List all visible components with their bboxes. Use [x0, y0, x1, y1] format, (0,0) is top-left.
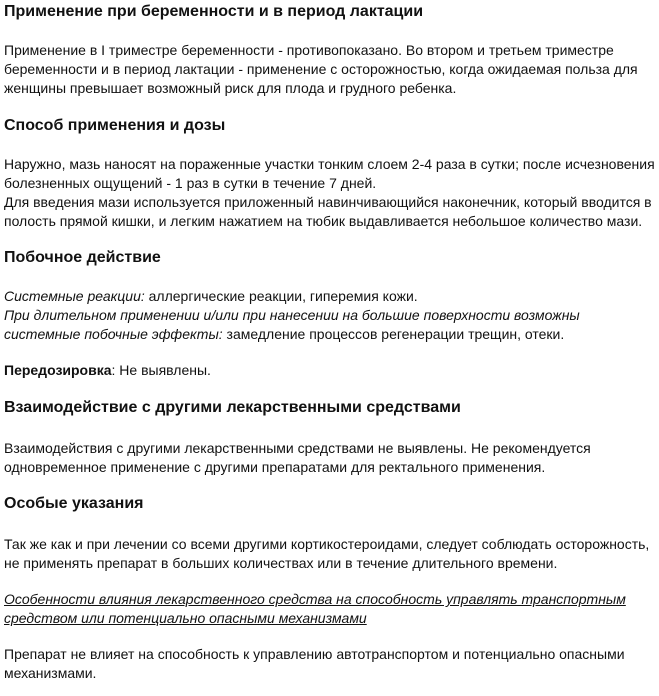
- driving-text: Препарат не влияет на способность к управлению автотранспортом и потенциально опасными механизмами.: [4, 646, 625, 681]
- side-effects-prolonged: [4, 306, 657, 344]
- dosage-text-1: Наружно, мазь наносят на пораженные участки тонким слоем 2-4 раза в сутки; после исчезновения болезненных ощущений - 1 раз в сутки в течение 7 дней.: [4, 156, 655, 191]
- prolonged-text: замедление процессов регенерации трещин, отеки.: [222, 326, 565, 342]
- prolonged-label: При длительном применении и/или при нанесении на большие поверхности возможны системные побочные эффекты:: [4, 307, 580, 342]
- section-heading-side-effects: Побочное действие: [4, 249, 161, 266]
- systemic-label: Системные реакции:: [4, 288, 145, 304]
- special-notes-text: Так же как и при лечении со всеми другими кортикостероидами, следует соблюдать осторожность, не применять препарат в больших количествах или в течение длительного времени.: [4, 536, 650, 571]
- section-heading-interactions: Взаимодействие с другими лекарственными средствами: [4, 399, 461, 416]
- section-heading-special-notes: Особые указания: [4, 495, 144, 512]
- pregnancy-text: Применение в I триместре беременности - противопоказано. Во втором и третьем триместре беременности и в период лактации - применение с осторожностью, когда ожидаемая польза для женщины превышает возможный риск для плода и грудного ребенка.: [4, 42, 638, 96]
- side-effects-systemic: [4, 287, 657, 306]
- interactions-text: Взаимодействия с другими лекарственными средствами не выявлены. Не рекомендуется одновременное применение с другими препаратами для ректального применения.: [4, 440, 591, 475]
- overdose-text: : Не выявлены.: [111, 362, 211, 378]
- driving-subheading: Особенности влияния лекарственного средства на способность управлять транспортным средством или потенциально опасными механизмами: [4, 591, 626, 626]
- overdose-label: Передозировка: [4, 362, 112, 378]
- overdose-line: [4, 361, 657, 380]
- dosage-text-2: Для введения мази используется приложенный навинчивающийся наконечник, который вводится в полость прямой кишки, и легким нажатием на тюбик выдавливается небольшое количество мази.: [4, 194, 652, 229]
- section-heading-dosage: Способ применения и дозы: [4, 117, 226, 134]
- section-heading-pregnancy: Применение при беременности и в период лактации: [4, 3, 424, 20]
- systemic-text: аллергические реакции, гиперемия кожи.: [144, 288, 418, 304]
